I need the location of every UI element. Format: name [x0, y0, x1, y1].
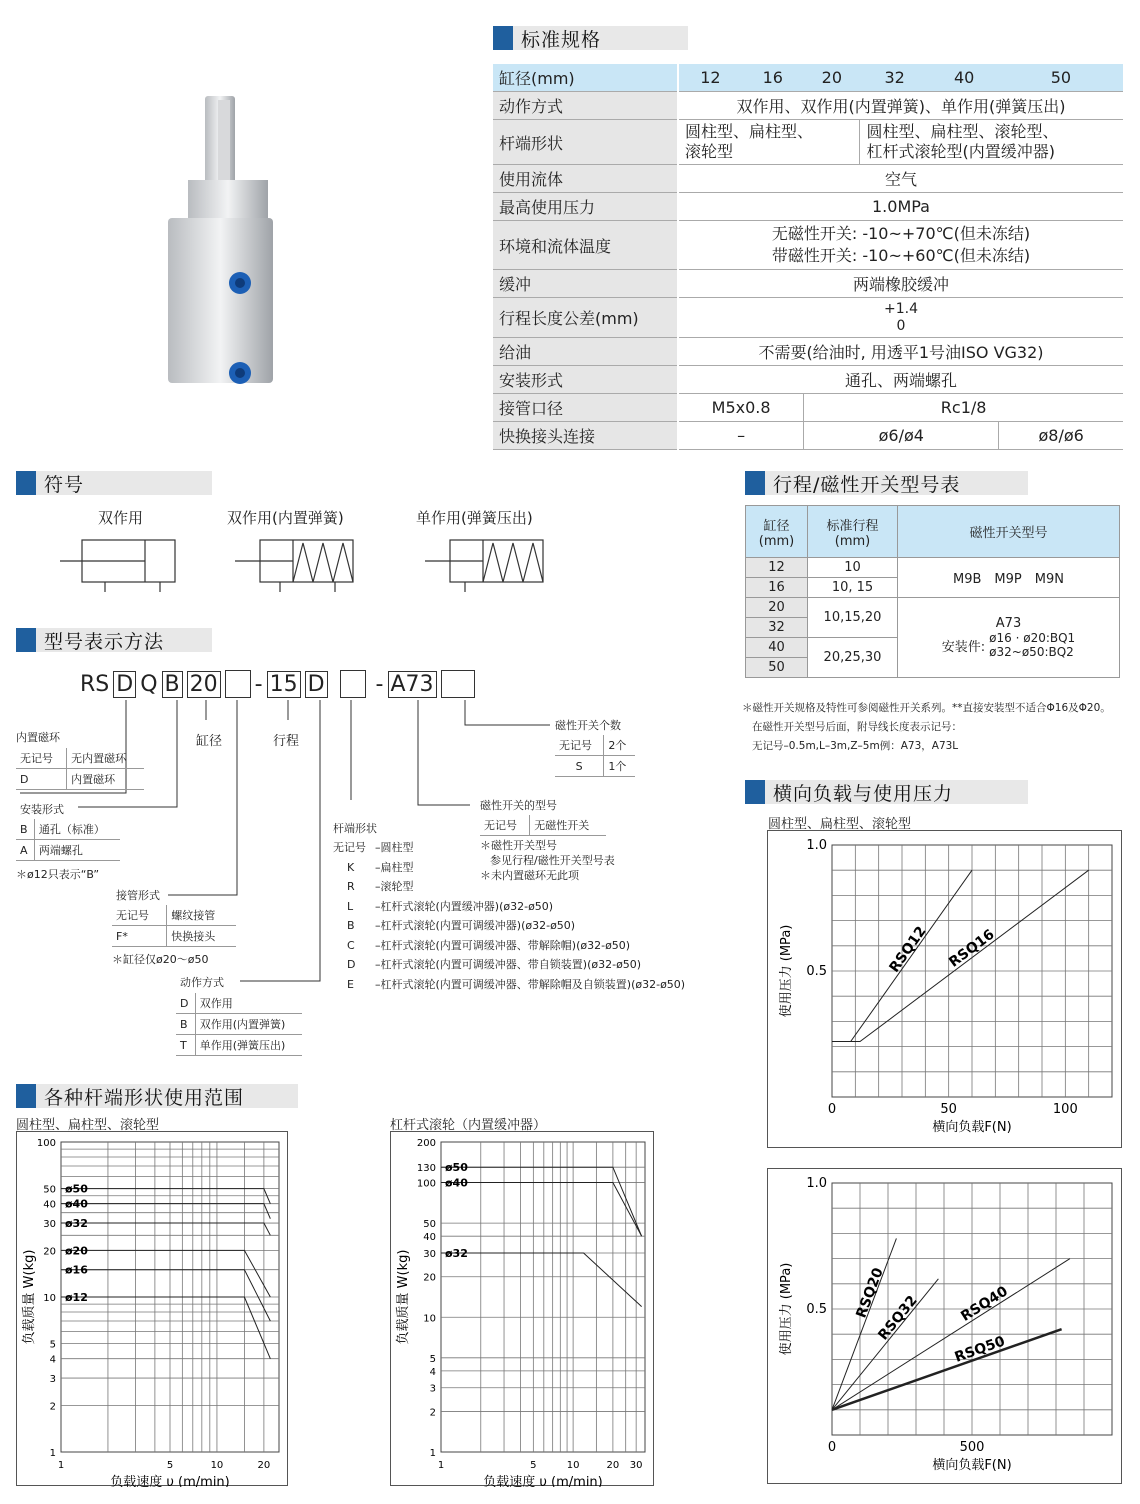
rod-code: R	[347, 880, 355, 893]
cell: 两端螺孔	[34, 840, 120, 861]
series-label: ø50	[65, 1182, 88, 1196]
lateral-chart1	[768, 831, 1123, 1149]
spec-value: –	[678, 422, 804, 450]
x-tick-label: 20	[257, 1460, 271, 1471]
rod-desc: –扁柱型	[375, 860, 414, 874]
series-label: ø50	[445, 1161, 468, 1175]
lateral-chart2	[768, 1169, 1123, 1485]
rod-desc: –杠杆式滚轮(内置可调缓冲器、带解除帽)(ø32-ø50)	[375, 938, 631, 952]
pipe-table	[112, 905, 236, 947]
bore-50: 50	[999, 64, 1123, 92]
series-line-RSQ50	[832, 1329, 1062, 1410]
bore-cell: 40	[746, 638, 808, 658]
series-label: ø12	[65, 1291, 88, 1304]
bore-cell: 20	[746, 598, 808, 618]
cell: B	[16, 819, 34, 840]
series-line-ø16	[61, 1270, 270, 1321]
stroke-cell: 10, 15	[808, 578, 898, 598]
rod-desc: –杠杆式滚轮(内置可调缓冲器)(ø32-ø50)	[375, 919, 576, 932]
note: 无记号–0.5m,L–3m,Z–5m例：A73，A73L	[752, 740, 959, 752]
series-line-ø40	[441, 1183, 642, 1237]
rod-code: D	[347, 958, 356, 971]
rod-chart2-title: 杠杆式滚轮（内置缓冲器）	[390, 1118, 547, 1133]
rod-code: K	[347, 860, 355, 874]
symbol-title: 符号	[44, 473, 85, 496]
rod-code: C	[347, 938, 355, 952]
y-tick-label: 1	[429, 1448, 436, 1459]
spec-value: 1.0MPa	[678, 193, 1123, 221]
spec-key: 缸径(mm)	[493, 64, 678, 92]
cell: S	[555, 756, 604, 777]
x-axis-label: 横向负载F(N)	[932, 1458, 1012, 1473]
rod-desc: –滚轮型	[375, 880, 414, 893]
spec-key: 缓冲	[493, 270, 678, 298]
spec-value: +1.4 0	[678, 298, 1123, 338]
cell: 双作用	[195, 993, 302, 1014]
cell: 无内置磁环	[67, 748, 144, 769]
x-tick-label: 100	[1052, 1102, 1078, 1117]
cell: 快换接头	[167, 926, 236, 947]
switch-title: 磁性开关的型号	[480, 799, 557, 812]
switch-notes	[480, 838, 615, 883]
rod-chart2-box	[390, 1131, 654, 1486]
model-title: 型号表示方法	[44, 630, 165, 653]
y-tick-label: 40	[43, 1199, 56, 1211]
spec-key: 环境和流体温度	[493, 221, 678, 270]
cell: D	[176, 993, 195, 1014]
action-title: 动作方式	[180, 976, 224, 989]
bore-12: 12	[678, 64, 742, 92]
spec-value: 无磁性开关: -10~+70℃(但未冻结) 带磁性开关: -10~+60℃(但未冻结)	[678, 221, 1123, 270]
cell: 内置磁环	[67, 769, 144, 790]
series-line-ø32	[441, 1253, 642, 1307]
lateral-chart2-box	[767, 1168, 1122, 1484]
rod-chart2	[391, 1132, 655, 1487]
spec-key: 最高使用压力	[493, 193, 678, 221]
rod-chart1-title: 圆柱型、扁柱型、滚轮型	[16, 1118, 160, 1133]
rod-desc: –杠杆式滚轮(内置可调缓冲器、带解除帽及自锁装置)(ø32-ø50)	[375, 977, 686, 991]
rod-code: 无记号	[333, 841, 366, 854]
y-tick-label: 3	[49, 1374, 56, 1386]
bore-cell: 32	[746, 618, 808, 638]
magnet-table	[16, 748, 144, 790]
cell: T	[176, 1035, 195, 1056]
spec-value: 圆柱型、扁柱型、 滚轮型	[678, 120, 860, 165]
rod-range-title: 各种杆端形状使用范围	[44, 1086, 245, 1109]
symbol-label-1: 双作用	[98, 509, 144, 527]
note: 参见行程/磁性开关型号表	[490, 854, 615, 867]
y-tick-label: 4	[429, 1366, 436, 1378]
stroke-cell: 10	[808, 558, 898, 578]
switch-table-title: 行程/磁性开关型号表	[773, 473, 961, 496]
series-line-ø50	[61, 1189, 270, 1204]
y-tick-label: 200	[416, 1138, 436, 1149]
switch-table	[745, 505, 1120, 678]
magnet-title: 内置磁环	[16, 731, 60, 744]
note: ＊磁性开关规格及特性可参阅磁性开关系列。**直接安装型不适合Φ16及Φ20。	[742, 702, 1111, 714]
series-label: ø40	[445, 1176, 468, 1190]
x-tick-label: 5	[530, 1460, 537, 1471]
rod-desc: –杠杆式滚轮(内置缓冲器)(ø32-ø50)	[375, 899, 554, 913]
switch-table-header	[745, 471, 1028, 495]
series-label: ø32	[445, 1246, 468, 1260]
lateral-chart1-title: 圆柱型、扁柱型、滚轮型	[768, 817, 912, 832]
y-tick-label: 1.0	[806, 1176, 827, 1191]
rod-code: B	[347, 919, 355, 932]
stroke-cell: 10,15,20	[808, 598, 898, 638]
rod-code: E	[347, 977, 354, 991]
cell: F*	[112, 926, 167, 947]
series-label: RSQ32	[875, 1292, 921, 1344]
pipe-note: ＊缸径仅ø20～ø50	[112, 953, 209, 966]
switch-cell	[898, 598, 1120, 678]
bore-32: 32	[860, 64, 929, 92]
y-axis-label: 负载质量 W(kg)	[22, 1249, 37, 1345]
code-part: RS	[80, 671, 110, 697]
y-tick-label: 0.5	[806, 964, 827, 979]
x-tick-label: 1	[57, 1460, 65, 1471]
x-axis-label: 横向负载F(N)	[932, 1120, 1012, 1135]
series-label: RSQ40	[958, 1283, 1011, 1325]
mount-note: ＊ø12只表示“B”	[16, 868, 100, 881]
series-label: ø32	[65, 1217, 88, 1231]
symbol-label-3: 单作用(弹簧压出)	[416, 509, 533, 527]
y-tick-label: 5	[429, 1353, 436, 1365]
diam-label: 缸径	[196, 734, 223, 749]
y-tick-label: 100	[416, 1178, 436, 1190]
spec-title: 标准规格	[521, 28, 602, 51]
series-line-ø20	[61, 1250, 270, 1297]
x-tick-label: 30	[629, 1460, 643, 1471]
spec-value: 不需要(给油时, 用透平1号油ISO VG32)	[678, 338, 1123, 366]
series-label: RSQ12	[886, 923, 930, 976]
x-tick-label: 0	[827, 1440, 837, 1455]
cell: 无记号	[555, 735, 604, 756]
note: ＊磁性开关型号	[480, 839, 557, 852]
mount-title: 安装形式	[20, 803, 64, 816]
spec-header	[493, 26, 688, 50]
spec-key: 接管口径	[493, 394, 678, 422]
x-axis-label: 负载速度 υ (m/min)	[483, 1475, 603, 1487]
y-tick-label: 2	[49, 1401, 56, 1413]
spec-key: 快换接头连接	[493, 422, 678, 450]
code-part: D	[113, 671, 136, 698]
spec-key: 行程长度公差(mm)	[493, 298, 678, 338]
x-tick-label: 1	[437, 1460, 445, 1471]
cell: 无记号	[480, 815, 530, 836]
code-part: -	[375, 671, 384, 697]
col-header: 标准行程 (mm)	[808, 506, 898, 558]
model-header	[16, 628, 212, 652]
plot-frame	[441, 1142, 645, 1452]
mount-bq1: ø16 · ø20:BQ1	[989, 631, 1076, 645]
y-tick-label: 130	[416, 1163, 436, 1175]
code-part: Q	[140, 671, 158, 697]
mount-table	[16, 819, 120, 861]
y-tick-label: 50	[423, 1219, 436, 1231]
bore-cell: 12	[746, 558, 808, 578]
spec-value: 圆柱型、扁柱型、滚轮型、 杠杆式滚轮型(内置缓冲器)	[860, 120, 1123, 165]
symbol-label-2: 双作用(内置弹簧)	[227, 509, 344, 527]
y-tick-label: 50	[43, 1184, 56, 1196]
cell: 1个	[604, 756, 635, 777]
y-tick-label: 30	[43, 1219, 56, 1231]
y-axis-label: 使用压力 (MPa)	[779, 1262, 794, 1356]
symbol-header	[16, 471, 212, 495]
y-tick-label: 100	[36, 1138, 56, 1149]
stroke-label: 行程	[273, 734, 300, 749]
y-tick-label: 0.5	[806, 1302, 827, 1317]
y-tick-label: 1.0	[806, 838, 827, 853]
bore-cell: 16	[746, 578, 808, 598]
cell: 无磁性开关	[530, 815, 606, 836]
series-label: ø40	[65, 1197, 88, 1211]
col-header: 缸径 (mm)	[746, 506, 808, 558]
x-tick-label: 5	[166, 1460, 174, 1471]
bore-40: 40	[929, 64, 998, 92]
spec-value: Rc1/8	[804, 394, 1123, 422]
rod-desc: –杠杆式滚轮(内置可调缓冲器、带自锁装置)(ø32-ø50)	[375, 958, 642, 971]
series-label: RSQ20	[853, 1265, 887, 1321]
note: ＊未内置磁环无此项	[480, 869, 579, 882]
spec-key: 安装形式	[493, 366, 678, 394]
bore-20: 20	[804, 64, 860, 92]
series-line-ø32	[61, 1223, 270, 1235]
cell: A	[16, 840, 34, 861]
lateral-title: 横向负载与使用压力	[773, 782, 954, 805]
stroke-cell: 20,25,30	[808, 638, 898, 678]
rod-chart1-box	[16, 1131, 288, 1486]
spec-value: ø8/ø6	[999, 422, 1123, 450]
cell: 无记号	[16, 748, 67, 769]
switch-model-table	[480, 815, 606, 836]
code-part: D	[305, 671, 328, 698]
rod-range-header	[16, 1084, 298, 1108]
y-tick-label: 20	[43, 1246, 56, 1258]
note: 在磁性开关型号后面，附导线长度表示记号：	[752, 721, 962, 733]
spec-value: 双作用、双作用(内置弹簧)、单作用(弹簧压出)	[678, 92, 1123, 120]
series-label: ø20	[65, 1244, 88, 1258]
cell: 双作用(内置弹簧)	[195, 1014, 302, 1035]
col-header: 磁性开关型号	[898, 506, 1120, 558]
x-tick-label: 0	[827, 1102, 837, 1117]
switch-cell: M9B M9P M9N	[898, 558, 1120, 598]
y-tick-label: 3	[429, 1383, 436, 1395]
spec-value: 两端橡胶缓冲	[678, 270, 1123, 298]
cell: 通孔（标准）	[34, 819, 120, 840]
rod-desc: –圆柱型	[375, 841, 414, 854]
spec-value: M5x0.8	[678, 394, 804, 422]
y-axis-label: 使用压力 (MPa)	[779, 924, 794, 1018]
cell: B	[176, 1014, 195, 1035]
y-axis-label: 负载质量 W(kg)	[396, 1249, 411, 1345]
y-tick-label: 5	[49, 1339, 56, 1351]
x-tick-label: 500	[959, 1440, 985, 1455]
y-tick-label: 10	[43, 1293, 56, 1304]
cell: 单作用(弹簧压出)	[195, 1035, 302, 1056]
switch-a73: A73	[995, 616, 1022, 631]
cell: D	[16, 769, 67, 790]
rod-code: L	[347, 899, 354, 913]
code-part: A73	[388, 671, 437, 698]
spec-value: 空气	[678, 165, 1123, 193]
y-tick-label: 1	[49, 1448, 56, 1459]
code-part: -	[254, 671, 263, 697]
code-part: 15	[267, 671, 301, 698]
spec-table	[493, 64, 1123, 450]
x-axis-label: 负载速度 υ (m/min)	[110, 1475, 230, 1487]
cell: 无记号	[112, 905, 167, 926]
spec-key: 杆端形状	[493, 120, 678, 165]
count-title: 磁性开关个数	[555, 719, 621, 732]
spec-key: 给油	[493, 338, 678, 366]
code-part: B	[162, 671, 183, 698]
x-tick-label: 50	[940, 1102, 957, 1117]
cell: 2个	[604, 735, 635, 756]
count-table	[555, 735, 635, 777]
x-tick-label: 10	[566, 1460, 580, 1471]
mount-bq2: ø32~ø50:BQ2	[989, 645, 1074, 659]
series-line-ø12	[61, 1297, 270, 1359]
spec-key: 动作方式	[493, 92, 678, 120]
cell: 螺纹接管	[167, 905, 236, 926]
action-table	[176, 993, 302, 1056]
series-label: ø16	[65, 1263, 88, 1277]
y-tick-label: 40	[423, 1232, 436, 1244]
code-part: 20	[187, 671, 221, 698]
pipe-title: 接管形式	[116, 889, 160, 902]
x-tick-label: 10	[210, 1460, 224, 1471]
symbol-diagrams	[60, 535, 560, 595]
mount-label: 安装件:	[941, 639, 986, 655]
spec-value: ø6/ø4	[804, 422, 999, 450]
rod-title: 杆端形状	[333, 822, 377, 835]
spec-value: 通孔、两端螺孔	[678, 366, 1123, 394]
series-line-ø40	[61, 1204, 270, 1219]
lateral-chart1-box	[767, 830, 1122, 1148]
lateral-header	[745, 780, 1028, 804]
cylinder-photo	[160, 88, 280, 388]
y-tick-label: 2	[429, 1407, 436, 1419]
switch-notes-block	[742, 699, 1111, 756]
bore-16: 16	[742, 64, 804, 92]
series-label: RSQ50	[952, 1333, 1008, 1366]
y-tick-label: 30	[423, 1248, 436, 1260]
series-line-ø50	[441, 1167, 642, 1236]
y-tick-label: 4	[49, 1354, 56, 1366]
spec-key: 使用流体	[493, 165, 678, 193]
series-label: RSQ16	[946, 926, 998, 971]
y-tick-label: 20	[423, 1272, 436, 1284]
x-tick-label: 20	[606, 1460, 620, 1471]
rod-chart1	[17, 1132, 289, 1487]
bore-cell: 50	[746, 658, 808, 678]
y-tick-label: 10	[423, 1313, 436, 1325]
